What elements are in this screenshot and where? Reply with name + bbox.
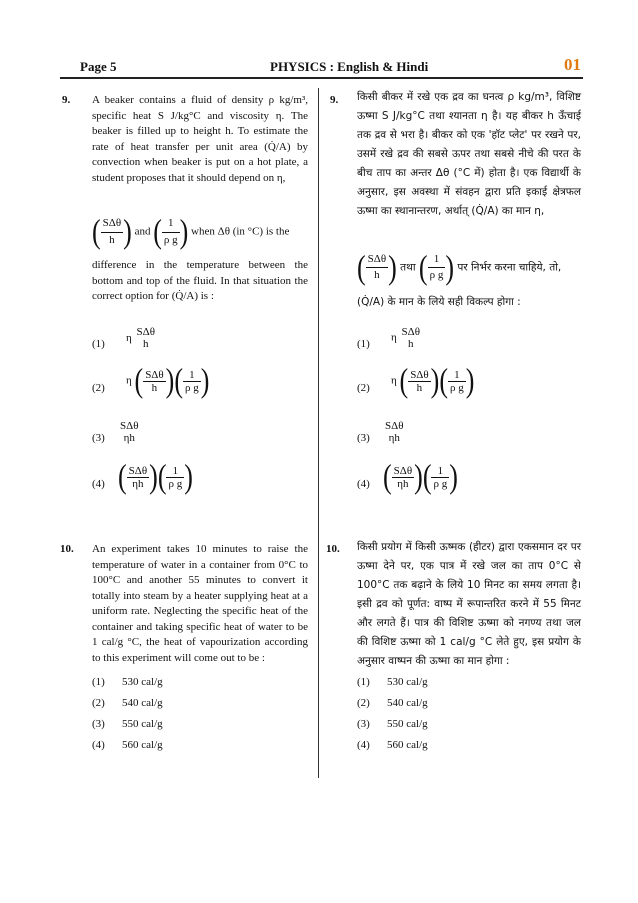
option-label: (1) — [92, 338, 105, 350]
eta-symbol: η — [126, 374, 132, 387]
q9-text-en — [92, 93, 308, 186]
frac-num: 1 — [448, 369, 466, 382]
option-label: (2) — [92, 382, 105, 394]
page-number: Page 5 — [80, 59, 117, 74]
frac-num: SΔθ — [128, 464, 148, 477]
q9-stem-en: A beaker contains a fluid of density ρ kg/m³, specific heat S J/kg°C and viscosity η. The beaker is filled up to height h. To estimate the rate of heat transfer per unit area (Q̇/A) by convection when beaker is put on a hot plate, a student proposes that it should depend on η, — [92, 94, 308, 184]
option-label: (3) — [357, 432, 370, 444]
option-label: (4) — [357, 478, 370, 490]
option-label: (1) — [92, 676, 105, 688]
eta-symbol: η — [391, 331, 397, 344]
frac-den: ρ g — [429, 269, 444, 281]
option-value: 540 cal/g — [122, 697, 163, 709]
frac-num: SΔθ — [136, 326, 155, 338]
q10-option-2-en[interactable] — [92, 697, 292, 709]
and-word: and — [134, 225, 151, 238]
option-label: (4) — [92, 478, 105, 490]
option-value: 550 cal/g — [122, 718, 163, 730]
q10-option-3-hi[interactable] — [357, 718, 557, 730]
q9-stem-hi: किसी बीकर में रखे एक द्रव का घनत्व ρ kg/m³, विशिष्ट ऊष्मा S J/kg°C तथा श्यानता η है। यह बीकर h ऊँचाई तक द्रव से भरा है। बीकर को एक 'हॉट प्लेट' पर रखने पर, उसमें रखे द्रव की सबसे ऊपर तथा सबसे नीचे की परत के बीच ताप का अन्तर Δθ (°C में) होता है। एक विद्यार्थी के अनुसार, इस अवस्था में संवहन द्वारा प्रति इकाई क्षेत्रफल ऊष्मा का स्थानान्तरण, अर्थात् (Q̇/A) का मान η, — [357, 91, 581, 217]
tatha-word: तथा — [400, 261, 416, 274]
frac-den: ρ g — [185, 381, 199, 394]
hi-stem2: पर निर्भर करना चाहिये, तो, — [457, 261, 562, 274]
q9-option-3-hi[interactable] — [357, 420, 567, 456]
q9-stem2-en: difference in the temperature between the bottom and top of the fluid. In that situation the correct option for (Q̇/A) is : — [92, 259, 308, 302]
option-label: (2) — [92, 697, 105, 709]
frac-den: h — [408, 338, 414, 350]
frac-num: 1 — [428, 252, 446, 268]
when-phrase: when Δθ (in °C) is the — [191, 225, 290, 238]
q9-option-2-en[interactable]: (2) η ( $\frac{\text{SΔθ}}{h}$ )( $\frac{1}{\text{ρ g}}$ ) — [92, 361, 210, 400]
q10-number-hi: 10. — [326, 543, 340, 555]
header-rule — [60, 77, 583, 79]
frac-num: SΔθ — [385, 420, 404, 432]
q10-number-en: 10. — [60, 543, 74, 555]
column-divider — [318, 88, 319, 778]
q9-option-4-hi[interactable]: (4) ( $\frac{\text{SΔθ}}{\eta h}$ )( $\frac{1}{\text{ρ g}}$ ) — [357, 457, 458, 496]
frac-den: ρ g — [433, 477, 448, 490]
option-label: (2) — [357, 382, 370, 394]
frac-den: h — [151, 381, 158, 394]
option-label: (3) — [92, 718, 105, 730]
frac-num: SΔθ — [366, 252, 388, 268]
frac-num: 1 — [162, 216, 180, 233]
q9-option-2-hi[interactable]: (2) η ( $\frac{\text{SΔθ}}{h}$ )( $\frac{1}{\text{ρ g}}$ ) — [357, 361, 475, 400]
frac-den: h — [374, 269, 380, 281]
frac-num: SΔθ — [145, 368, 164, 381]
frac-den: ηh — [388, 432, 400, 444]
q10-option-1-hi[interactable] — [357, 676, 557, 688]
q9-fraction-line-hi: ( $\frac{\text{SΔθ}}{h}$ ) तथा ( $\frac{1}{\text{ρ g}}$ ) पर निर्भर करना चाहिये, तो, — [357, 248, 562, 286]
page-title: PHYSICS : English & Hindi — [270, 59, 429, 74]
page-header — [60, 56, 583, 78]
option-label: (2) — [357, 697, 370, 709]
frac-num: 1 — [166, 465, 184, 478]
paper-code: 01 — [564, 55, 581, 74]
option-value: 560 cal/g — [122, 739, 163, 751]
q10-option-3-en[interactable] — [92, 718, 292, 730]
option-value: 540 cal/g — [387, 697, 428, 709]
q10-option-1-en[interactable] — [92, 676, 292, 688]
frac-num: SΔθ — [410, 368, 429, 381]
q10-option-4-hi[interactable] — [357, 739, 557, 751]
option-value: 550 cal/g — [387, 718, 428, 730]
option-value: 530 cal/g — [122, 676, 163, 688]
q9-number-en: 9. — [62, 94, 71, 106]
q9-fraction-line-en: ( $\frac{\text{SΔθ}}{h}$ ) and ( $\frac{1}{\text{ρ g}}$ ) when Δθ (in °C) is the — [92, 212, 290, 251]
option-label: (1) — [357, 338, 370, 350]
q9-option-4-en[interactable]: (4) ( $\frac{\text{SΔθ}}{\eta h}$ )( $\frac{1}{\text{ρ g}}$ ) — [92, 457, 193, 496]
q10-stem-en: An experiment takes 10 minutes to raise the temperature of water in a container from 0°C to 100°C and another 55 minutes to convert it totally into steam by a heater supplying heat at a uniform rate. Neglecting the specific heat of the container and taking specific heat of water to be 1 cal/g °C, the heat of vapourization according to this experiment will come out to be : — [92, 543, 308, 664]
frac-num: 1 — [431, 465, 449, 478]
frac-num: 1 — [183, 369, 201, 382]
q9-option-1-en[interactable] — [92, 326, 302, 362]
q9-option-3-en[interactable] — [92, 420, 302, 456]
frac-den: ρ g — [163, 233, 178, 246]
q9-option-1-hi[interactable] — [357, 326, 567, 362]
eta-symbol: η — [391, 374, 397, 387]
frac-den: h — [143, 338, 149, 350]
frac-den: h — [416, 381, 423, 394]
frac-den: ρ g — [450, 381, 464, 394]
frac-den: ηh — [123, 432, 135, 444]
eta-symbol: η — [126, 332, 132, 344]
frac-num: SΔθ — [401, 326, 420, 338]
frac-den: ηh — [132, 477, 144, 490]
q9-stem3-hi: (Q̇/A) के मान के लिये सही विकल्प होगा : — [357, 296, 521, 308]
option-value: 530 cal/g — [387, 676, 428, 688]
frac-num: SΔθ — [393, 464, 413, 477]
frac-den: h — [109, 233, 115, 246]
option-label: (3) — [92, 432, 105, 444]
frac-den: ρ g — [168, 477, 183, 490]
option-label: (4) — [357, 739, 370, 751]
frac-num: SΔθ — [101, 216, 123, 233]
option-label: (3) — [357, 718, 370, 730]
q10-option-2-hi[interactable] — [357, 697, 557, 709]
q10-stem-hi: किसी प्रयोग में किसी ऊष्मक (हीटर) द्वारा एकसमान दर पर ऊष्मा देने पर, एक पात्र में रखे जल का ताप 0°C से 100°C तक बढ़ाने के लिये 10 मिनट का समय लगता है। इसी द्रव को पूर्णत: वाष्प में रूपान्तरित करने में 55 मिनट और लगते हैं। पात्र की विशिष्ट ऊष्मा को नगण्य तथा जल की विशिष्ट ऊष्मा को 1 cal/g °C लेते हुए, इस प्रयोग के अनुसार वाष्पन की ऊष्मा का मान होगा : — [357, 541, 581, 667]
option-value: 560 cal/g — [387, 739, 428, 751]
option-label: (4) — [92, 739, 105, 751]
frac-den: ηh — [397, 477, 409, 490]
q10-option-4-en[interactable] — [92, 739, 292, 751]
option-label: (1) — [357, 676, 370, 688]
frac-num: SΔθ — [120, 420, 139, 432]
q9-number-hi: 9. — [330, 94, 339, 106]
